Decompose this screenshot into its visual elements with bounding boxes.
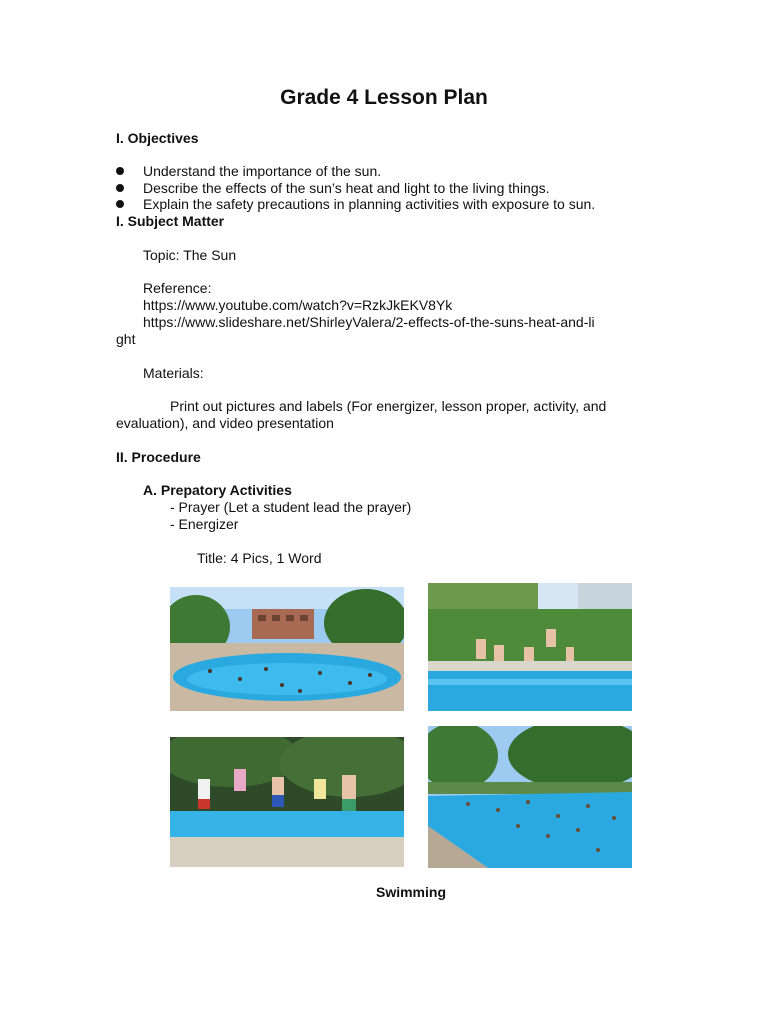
procedure-heading: II. Procedure [116, 449, 201, 465]
subject-matter-heading: I. Subject Matter [116, 213, 225, 229]
objective-item: Explain the safety precautions in planning activities with exposure to sun. [143, 196, 596, 212]
reference-label: Reference: [143, 280, 212, 296]
objective-item: Describe the effects of the sun’s heat and light to the living things. [143, 180, 550, 196]
procedure-item: - Energizer [170, 516, 239, 532]
objective-item: Understand the importance of the sun. [143, 163, 382, 179]
pool-photo-2 [428, 583, 632, 711]
materials-line: evaluation), and video presentation [116, 415, 334, 431]
bullet-icon [116, 200, 124, 208]
page-title: Grade 4 Lesson Plan [280, 86, 488, 109]
pool-photo-1 [170, 587, 404, 711]
game-title: Title: 4 Pics, 1 Word [197, 550, 322, 566]
materials-line: Print out pictures and labels (For energizer, lesson proper, activity, and [170, 398, 607, 414]
bullet-icon [116, 184, 124, 192]
bullet-icon [116, 167, 124, 175]
procedure-item: - Prayer (Let a student lead the prayer) [170, 499, 412, 515]
pool-photo-3 [170, 737, 404, 867]
reference-link[interactable]: https://www.youtube.com/watch?v=RzkJkEKV8Yk [143, 297, 453, 313]
preparatory-activities-heading: A. Prepatory Activities [143, 482, 292, 498]
topic-text: Topic: The Sun [143, 247, 237, 263]
reference-link-wrap[interactable]: ght [116, 331, 136, 347]
reference-link[interactable]: https://www.slideshare.net/ShirleyValera/2-effects-of-the-suns-heat-and-li [143, 314, 595, 330]
answer-label: Swimming [375, 884, 446, 900]
materials-label: Materials: [143, 365, 204, 381]
pool-photo-4 [428, 726, 632, 868]
objectives-heading: I. Objectives [116, 130, 199, 146]
